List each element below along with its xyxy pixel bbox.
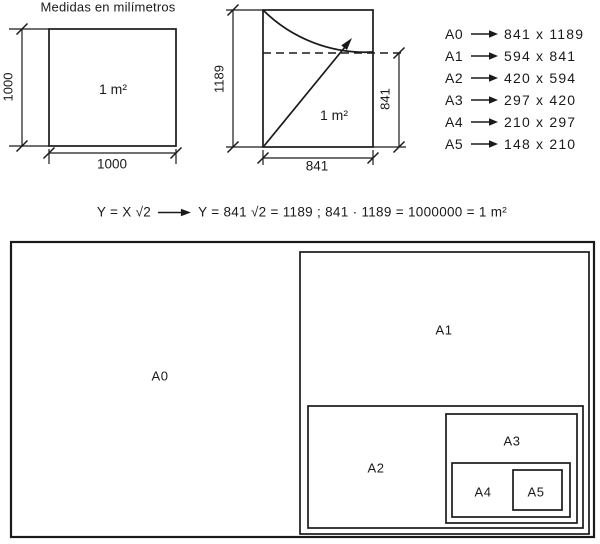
size-name: A2 — [445, 70, 464, 86]
right-arrow-icon — [471, 139, 498, 149]
size-name: A5 — [445, 136, 464, 152]
size-row-a5 — [445, 133, 584, 155]
size-row-a2 — [445, 67, 584, 89]
size-dims: 210 x 297 — [504, 114, 577, 130]
unit-square-figure — [9, 24, 182, 165]
sheet-label-a5: A5 — [527, 484, 545, 500]
a0-height-dim: 1189 — [211, 65, 227, 93]
formula-line — [97, 205, 507, 220]
a0-width-dim: 841 — [305, 158, 329, 174]
right-arrow-icon — [471, 95, 498, 105]
sheet-label-a2: A2 — [367, 460, 385, 476]
right-arrow-icon — [471, 117, 498, 127]
diagonal-arrow-shaft — [264, 47, 345, 146]
size-row-a1 — [445, 45, 584, 67]
size-dims: 841 x 1189 — [504, 26, 585, 42]
size-dims: 594 x 841 — [504, 48, 577, 64]
a1-sheet-outline — [300, 252, 589, 534]
sheet-label-a0: A0 — [151, 368, 169, 384]
formula-left: Y = X √2 — [96, 204, 152, 220]
a4-sheet-outline — [452, 463, 570, 517]
a3-sheet-outline — [446, 414, 577, 523]
size-name: A0 — [445, 26, 464, 42]
unit-square-width-dim: 1000 — [96, 156, 128, 172]
page-title: Medidas en milímetros — [40, 0, 176, 15]
size-row-a4 — [445, 111, 584, 133]
size-row-a0 — [445, 23, 584, 45]
sheet-label-a3: A3 — [503, 433, 521, 449]
a0-area-label: 1 m² — [320, 107, 348, 123]
construction-arc — [263, 10, 373, 52]
size-dims: 148 x 210 — [504, 136, 577, 152]
right-arrow-icon — [471, 51, 498, 61]
unit-square-height-dim: 1000 — [0, 72, 16, 102]
size-dims: 297 x 420 — [504, 92, 577, 108]
size-row-a3 — [445, 89, 584, 111]
right-arrow-icon — [158, 207, 191, 217]
a0-construction-figure — [226, 5, 406, 166]
sheet-label-a1: A1 — [435, 322, 453, 338]
subdivision-figure — [11, 242, 594, 537]
a0-construction-dim-ticks — [228, 5, 405, 164]
size-name: A1 — [445, 48, 464, 64]
a0-short-side-dim: 841 — [377, 88, 393, 110]
size-name: A3 — [445, 92, 464, 108]
a0-construction-dimension-lines — [233, 10, 399, 158]
size-table — [445, 23, 584, 155]
formula-right: Y = 841 √2 = 1189 ; 841 · 1189 = 1000000 = 1 m² — [198, 204, 508, 220]
a0-sheet-outline — [11, 242, 594, 537]
unit-square-extension-lines — [9, 29, 176, 164]
right-arrow-icon — [471, 73, 498, 83]
size-dims: 420 x 594 — [504, 70, 577, 86]
diagonal-arrow-head-icon — [341, 38, 352, 50]
size-name: A4 — [445, 114, 464, 130]
right-arrow-icon — [471, 29, 498, 39]
unit-square-area-label: 1 m² — [99, 81, 127, 97]
sheet-label-a4: A4 — [474, 484, 492, 500]
